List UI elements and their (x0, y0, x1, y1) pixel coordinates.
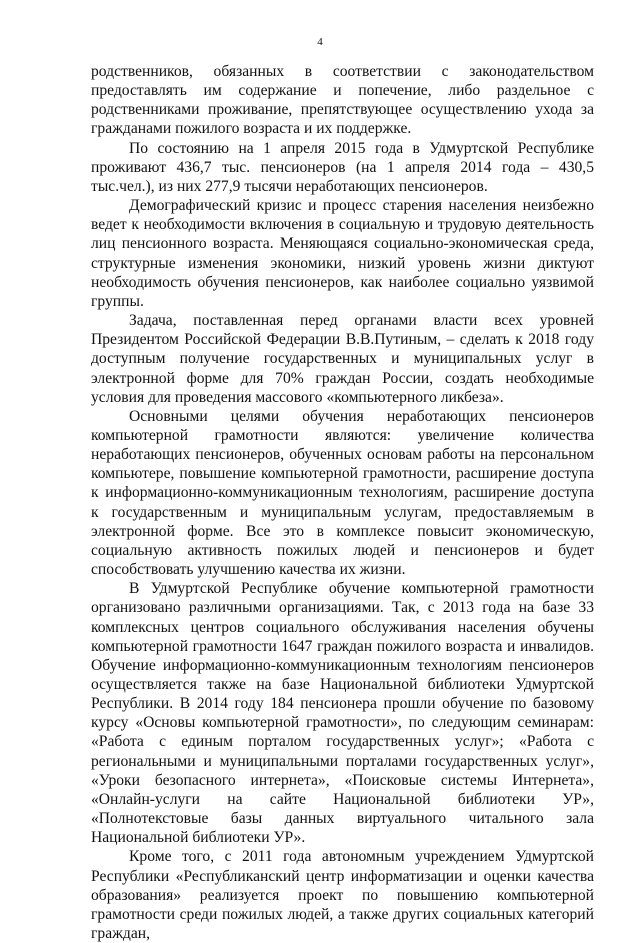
paragraph-demographic-crisis: Демографический кризис и процесс старения населения неизбежно ведет к необходимости включения в социальную и трудовую деятельность лиц пенсионного возраста. Меняющаяся социально-экономическая среда, структурные изменения экономики, низкий уровень жизни диктуют необходимость обучения пенсионеров, как наиболее социально уязвимой группы. (91, 197, 594, 310)
paragraph-additional-project: Кроме того, с 2011 года автономным учреждением Удмуртской Республики «Республиканский центр информатизации и оценки качества образования» реализуется проект по повышению компьютерной грамотности среди пожилых людей, а также других социальных категорий граждан, (91, 848, 594, 943)
paragraph-pensioners-count: По состоянию на 1 апреля 2015 года в Удмуртской Республике проживают 436,7 тыс. пенсионеров (на 1 апреля 2014 года – 430,5 тыс.чел.), из них 277,9 тысячи неработающих пенсионеров. (91, 139, 594, 195)
document-body (91, 62, 594, 943)
paragraph-udmurt-training: В Удмуртской Республике обучение компьютерной грамотности организовано различными организациями. Так, с 2013 года на базе 33 комплексных центров социального обслуживания населения обучены компьютерной грамотности 1647 граждан пожилого возраста и инвалидов. Обучение информационно-коммуникационным технологиям пенсионеров осуществляется также на базе Национальной библиотеки Удмуртской Республики. В 2014 году 184 пенсионера прошли обучение по базовому курсу «Основы компьютерной грамотности», по следующим семинарам: «Работа с единым порталом государственных услуг»; «Работа с региональными и муниципальными порталами государственных услуг», «Уроки безопасного интернета», «Поисковые системы Интернета», «Онлайн-услуги на сайте Национальной библиотеки УР», «Полнотекстовые базы данных виртуального читального зала Национальной библиотеки УР». (91, 580, 594, 847)
paragraph-continued: родственников, обязанных в соответствии с законодательством предоставлять им содержание и попечение, либо раздельное с родственниками проживание, препятствующее осуществлению ухода за гражданами пожилого возраста и их поддержке. (91, 63, 594, 138)
paragraph-training-goals: Основными целями обучения неработающих пенсионеров компьютерной грамотности являются: увеличение количества неработающих пенсионеров, обученных основам работы на персональном компьютере, повышение компьютерной грамотности, расширение доступа к информационно-коммуникационным технологиям, расширение доступа к государственным и муниципальным услугам, предоставляемым в электронной форме. Все это в комплексе повысит экономическую, социальную активность пожилых людей и пенсионеров и будет способствовать улучшению качества их жизни. (91, 407, 594, 579)
page-number: 4 (317, 36, 323, 48)
paragraph-presidential-task: Задача, поставленная перед органами власти всех уровней Президентом Российской Федерации В.В.Путиным, – сделать к 2018 году доступным получение государственных и муниципальных услуг в электронной форме для 70% граждан России, создать необходимые условия для проведения массового «компьютерного ликбеза». (91, 312, 594, 406)
